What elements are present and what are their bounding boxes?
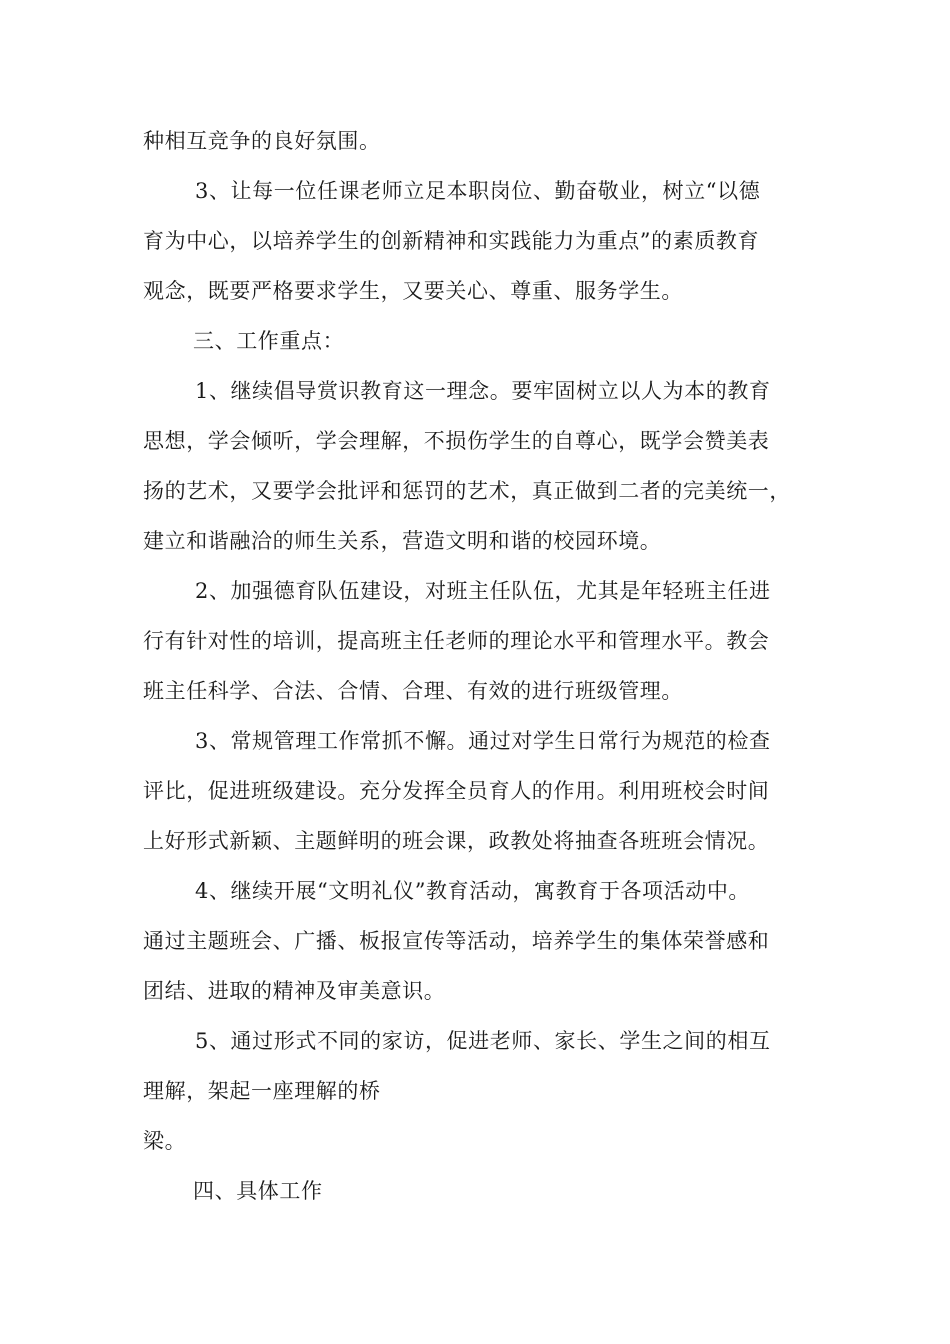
section-heading: 三、工作重点： [193, 329, 345, 353]
text-line: 3、让每一位任课老师立足本职岗位、勤奋敬业，树立“以德 [195, 179, 761, 203]
text-line: 评比，促进班级建设。充分发挥全员育人的作用。利用班校会时间 [143, 779, 770, 803]
text-line: 3、常规管理工作常抓不懈。通过对学生日常行为规范的检查 [195, 729, 771, 753]
text-line: 扬的艺术，又要学会批评和惩罚的艺术，真正做到二者的完美统一， [143, 479, 791, 503]
text-line: 通过主题班会、广播、板报宣传等活动，培养学生的集体荣誉感和 [143, 929, 770, 953]
text-line: 理解，架起一座理解的桥 [143, 1079, 381, 1103]
text-line: 班主任科学、合法、合情、合理、有效的进行班级管理。 [143, 679, 683, 703]
text-line: 5、通过形式不同的家访，促进老师、家长、学生之间的相互 [195, 1029, 771, 1053]
section-heading: 四、具体工作 [193, 1179, 323, 1203]
text-line: 梁。 [143, 1129, 187, 1153]
text-line: 建立和谐融洽的师生关系，营造文明和谐的校园环境。 [143, 529, 662, 553]
text-line: 上好形式新颖、主题鲜明的班会课，政教处将抽查各班班会情况。 [143, 829, 770, 853]
text-line: 4、继续开展“文明礼仪”教育活动，寓教育于各项活动中。 [195, 879, 751, 903]
text-line: 1、继续倡导赏识教育这一理念。要牢固树立以人为本的教育 [195, 379, 771, 403]
text-line: 团结、进取的精神及审美意识。 [143, 979, 446, 1003]
text-line: 行有针对性的培训，提高班主任老师的理论水平和管理水平。教会 [143, 629, 770, 653]
text-line: 育为中心，以培养学生的创新精神和实践能力为重点”的素质教育 [143, 229, 760, 253]
text-line: 种相互竞争的良好氛围。 [143, 129, 381, 153]
text-line: 2、加强德育队伍建设，对班主任队伍，尤其是年轻班主任进 [195, 579, 771, 603]
text-line: 观念，既要严格要求学生，又要关心、尊重、服务学生。 [143, 279, 683, 303]
text-line: 思想，学会倾听，学会理解，不损伤学生的自尊心，既学会赞美表 [143, 429, 770, 453]
